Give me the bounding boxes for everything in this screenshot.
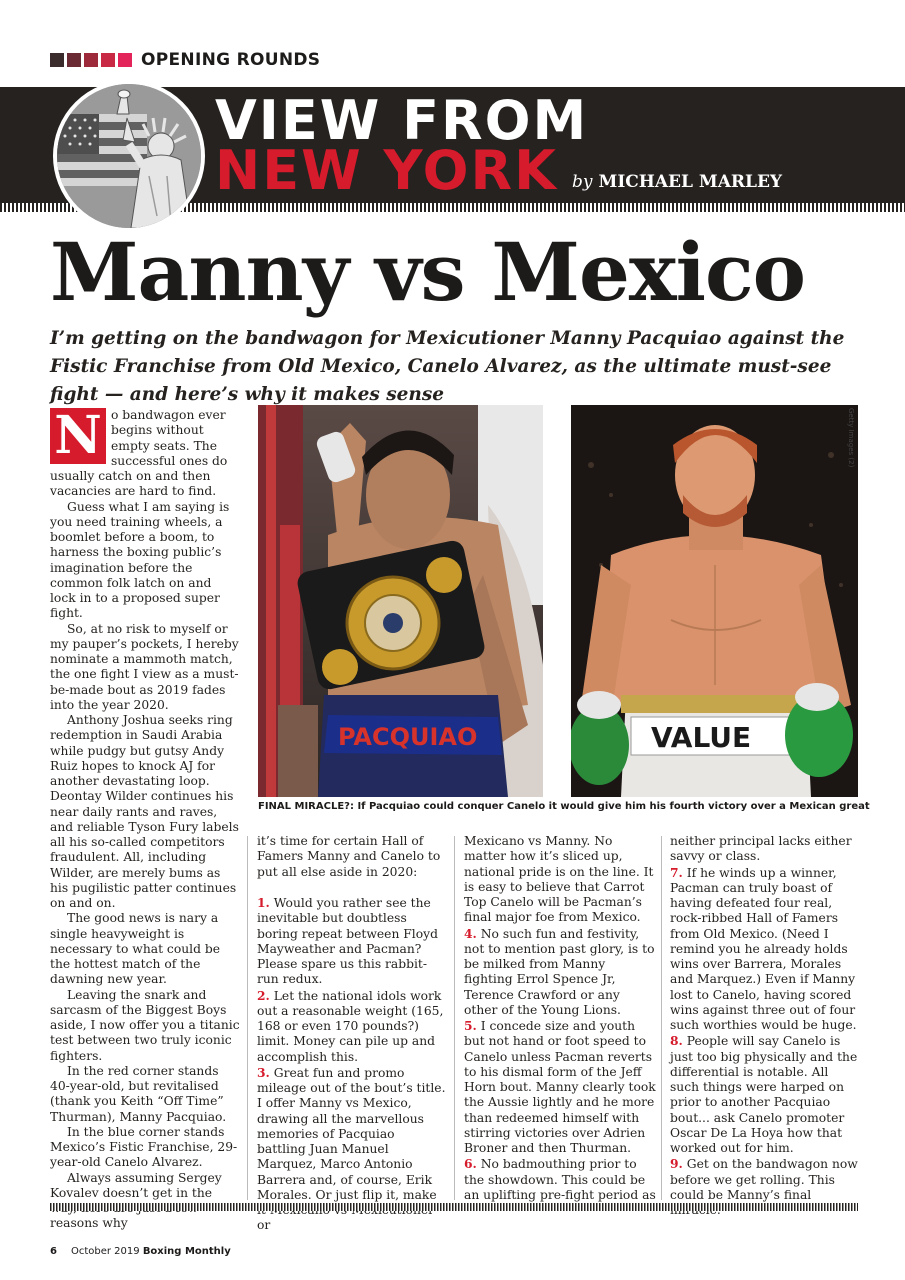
- byline-author: MICHAEL MARLEY: [598, 172, 783, 192]
- numbered-reason: 7. If he winds up a winner, Pacman can truly boast of having defeated four real, rock-ribbed Hall of Famers from Old Mexico. (Need I remind you he already holds wins over Barrera, Morales and Marquez.) Even if Manny lost to Canelo, having scored wins against three out of four such worthies would be huge.: [670, 864, 857, 1032]
- byline: [572, 172, 782, 192]
- body-paragraph: The good news is nary a single heavyweight is necessary to what could be the hottest match of the dawning new year.: [50, 911, 221, 987]
- column-title-line2: NEW YORK: [215, 139, 558, 202]
- body-paragraph: it’s time for certain Hall of Famers Manny and Canelo to put all else aside in 2020:: [257, 834, 441, 879]
- body-paragraph: [257, 880, 447, 895]
- numbered-reason: 8. People will say Canelo is just too big physically and the differential is notable. All such things were harped on prior to another Pacquiao bout... ask Canelo promoter Oscar De La Hoya how that worked out for him.: [670, 1033, 858, 1155]
- body-paragraph: In the blue corner stands Mexico’s Fistic Franchise, 29-year-old Canelo Alvarez.: [50, 1124, 238, 1170]
- numbered-reason: 6. No badmouthing prior to the showdown. This could be an uplifting pre-fight period as: [464, 1156, 656, 1202]
- trunks-text-canelo: VALUE: [651, 721, 752, 754]
- kicker-square: [84, 53, 98, 67]
- numbered-reason: 2. Let the national idols work out a reasonable weight (165, 168 or even 170 pounds?) limit. Money can pile up and accomplish this.: [257, 987, 444, 1064]
- numbered-reason: 3. Great fun and promo mileage out of the bout’s title. I offer Manny vs Mexico, drawing all the marvellous memories of Pacquiao battling Juan Manuel Marquez, Marco Antonio Barrera and, of course, Erik Morales. Or just flip it, make or: [257, 1064, 446, 1233]
- headline: Manny vs Mexico: [50, 225, 806, 319]
- standfirst: I’m getting on the bandwagon for Mexicutioner Manny Pacquiao against the Fistic Franchise from Old Mexico, Canelo Alvarez, as the ultimate must-see fight — and here’s why it makes sense: [50, 328, 845, 405]
- numbered-reason: 4. No such fun and festivity, not to mention past glory, is to be milked from Manny fighting Errol Spence Jr, Terence Crawford or any other of the Young Lions.: [464, 925, 655, 1017]
- photo-credit: Getty Images (2): [847, 408, 855, 468]
- section-kicker: [50, 50, 320, 70]
- publication-name: Boxing Monthly: [142, 1246, 231, 1257]
- column-rule: [454, 836, 455, 1200]
- byline-prefix: by: [572, 172, 593, 192]
- body-paragraph: N o bandwagon ever begins without empty seats. The successful ones do usually catch on and then vacancies are hard to find.: [50, 405, 228, 499]
- body-paragraph: So, at no risk to myself or my pauper’s pockets, I hereby nominate a mammoth match, the one fight I view as a must-be-made bout as 2019 fades into the year 2020.: [50, 621, 239, 712]
- numbered-reason: 5. I concede size and youth but not hand or foot speed to Canelo unless Pacman reverts to his dismal form of the Jeff Horn bout. Manny clearly took the Aussie lightly and he more than redeemed himself with stirring victories over Adrien Broner and then Thurman.: [464, 1018, 656, 1155]
- body-column-3: [464, 834, 656, 1203]
- kicker-square: [101, 53, 115, 67]
- kicker-square: [118, 53, 132, 67]
- numbered-reason: 9. Get on the bandwagon now before we get rolling. This could be Manny’s final: [670, 1156, 858, 1202]
- kicker-square: [50, 53, 64, 67]
- body-column-4: [670, 834, 860, 1218]
- photo-pacquiao: [258, 405, 543, 797]
- statue-of-liberty-flag-icon: [53, 80, 205, 232]
- photo-caption: FINAL MIRACLE?: If Pacquiao could conquer Canelo it would give him his fourth victory over a Mexican great: [258, 801, 870, 812]
- column-rule: [661, 836, 662, 1200]
- issue-date: October 2019: [70, 1246, 140, 1257]
- body-paragraph: In the red corner stands 40-year-old, but revitalised (thank you Keith “Off Time” Thurman), Manny Pacquiao.: [50, 1063, 227, 1124]
- page-number: 6: [50, 1246, 57, 1257]
- trunks-text-pacquiao: PACQUIAO: [338, 723, 478, 751]
- drop-cap: N: [50, 408, 106, 464]
- body-column-1: [50, 405, 240, 1232]
- kicker-label: OPENING ROUNDS: [141, 50, 321, 70]
- body-column-2: [257, 834, 447, 1234]
- body-paragraph: Always assuming Sergey Kovalev doesn’t get in the reasons why: [50, 1170, 222, 1231]
- page-footer: [50, 1246, 231, 1257]
- body-paragraph: Guess what I am saying is you need training wheels, a boomlet before a boom, to harness the boxing public’s imagination before the common folk latch on and lock in to a proposed super fight.: [50, 499, 230, 621]
- column-rule: [247, 836, 248, 1200]
- body-paragraph: Anthony Joshua seeks ring redemption in Saudi Arabia while pudgy but gutsy Andy Ruiz hopes to knock AJ for another devastating loop. Deontay Wilder continues his near daily rants and raves, and reliable Tyson Fury labels all his so-called competitors fraudulent. All, including Wilder, are merely bums as his pugilistic patter continues on and on.: [50, 713, 239, 910]
- column-title-line1: VIEW FROM: [215, 89, 589, 152]
- numbered-reason: 1. Would you rather see the inevitable but doubtless boring repeat between Floyd Mayweather and Pacman? Please spare us this rabbit-run redux.: [257, 895, 438, 987]
- bottom-stripe: [50, 1203, 858, 1211]
- kicker-square: [67, 53, 81, 67]
- body-paragraph: Leaving the snark and sarcasm of the Biggest Boys aside, I now offer you a titanic test between two truly iconic fighters.: [50, 987, 240, 1063]
- photo-canelo: [571, 405, 858, 797]
- body-paragraph: Mexicano vs Manny. No matter how it’s sliced up, national pride is on the line. It is easy to believe that Carrot Top Canelo will be Pacman’s final major foe from Mexico.: [464, 834, 654, 925]
- body-paragraph: neither principal lacks either savvy or class.: [670, 834, 852, 864]
